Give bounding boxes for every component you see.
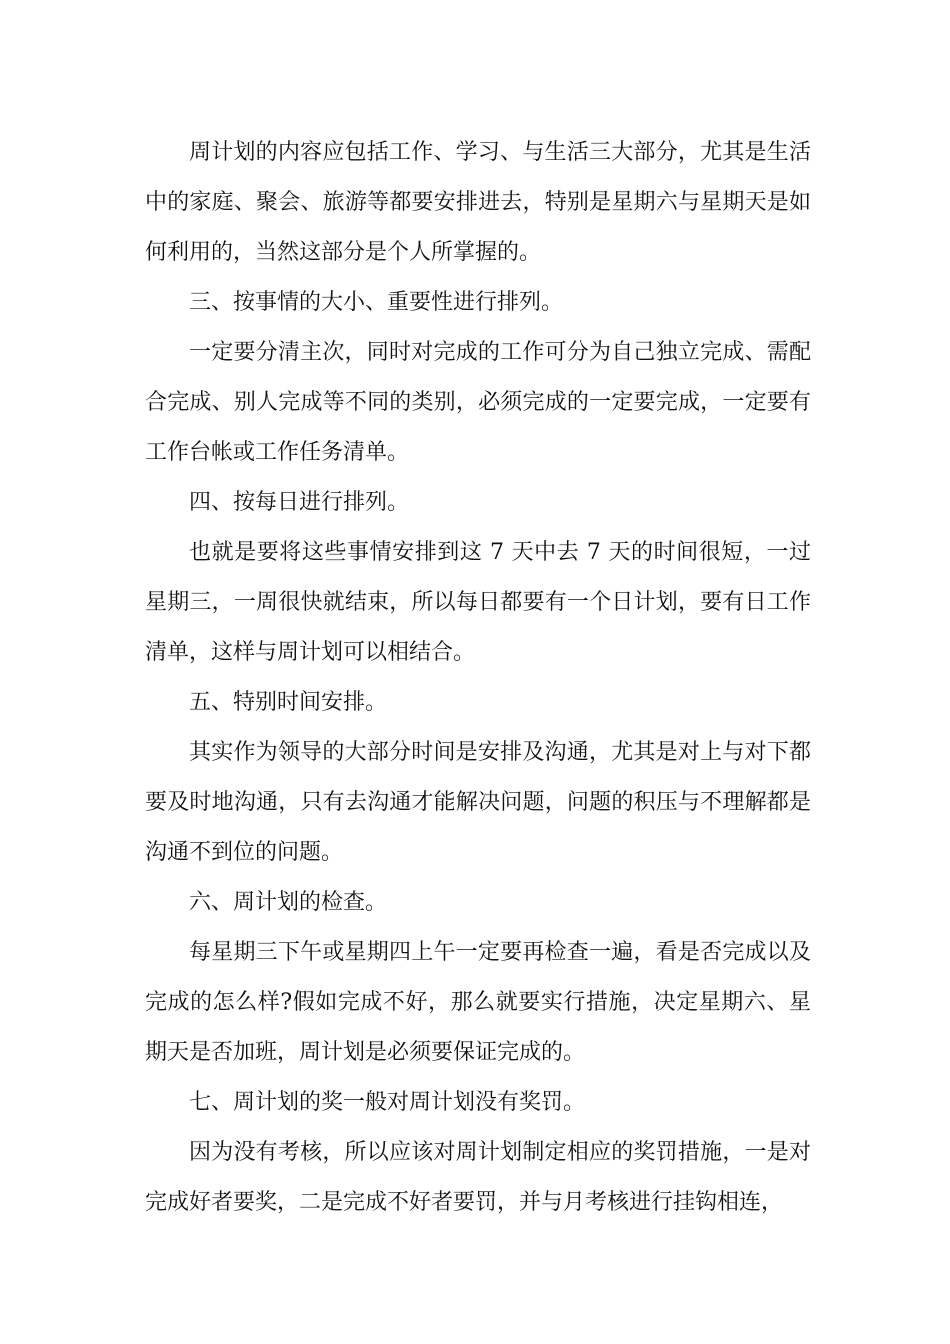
paragraph-weekly-plan-content: 周计划的内容应包括工作、学习、与生活三大部分，尤其是生活中的家庭、聚会、旅游等都要安排进去，特别是星期六与星期天是如何利用的，当然这部分是个人所掌握的。 (145, 140, 811, 265)
document-body (145, 128, 811, 1228)
heading-section-5: 五、特别时间安排。 (189, 690, 388, 715)
heading-section-6: 六、周计划的检查。 (189, 890, 388, 915)
heading-section-7: 七、周计划的奖一般对周计划没有奖罚。 (189, 1090, 586, 1115)
paragraph-daily-plan: 也就是要将这些事情安排到这 7 天中去 7 天的时间很短，一过星期三，一周很快就结束，所以每日都要有一个日计划，要有日工作清单，这样与周计划可以相结合。 (145, 540, 811, 665)
paragraph-communication: 其实作为领导的大部分时间是安排及沟通，尤其是对上与对下都要及时地沟通，只有去沟通才能解决问题，问题的积压与不理解都是沟通不到位的问题。 (145, 740, 811, 865)
heading-section-4: 四、按每日进行排列。 (189, 490, 410, 515)
heading-section-3: 三、按事情的大小、重要性进行排列。 (189, 290, 564, 315)
paragraph-check: 每星期三下午或星期四上午一定要再检查一遍，看是否完成以及完成的怎么样?假如完成不好，那么就要实行措施，决定星期六、星期天是否加班，周计划是必须要保证完成的。 (145, 940, 811, 1065)
paragraph-priority: 一定要分清主次，同时对完成的工作可分为自己独立完成、需配合完成、别人完成等不同的类别，必须完成的一定要完成，一定要有工作台帐或工作任务清单。 (145, 340, 811, 465)
paragraph-rewards: 因为没有考核，所以应该对周计划制定相应的奖罚措施，一是对完成好者要奖，二是完成不好者要罚，并与月考核进行挂钩相连， (145, 1140, 811, 1215)
